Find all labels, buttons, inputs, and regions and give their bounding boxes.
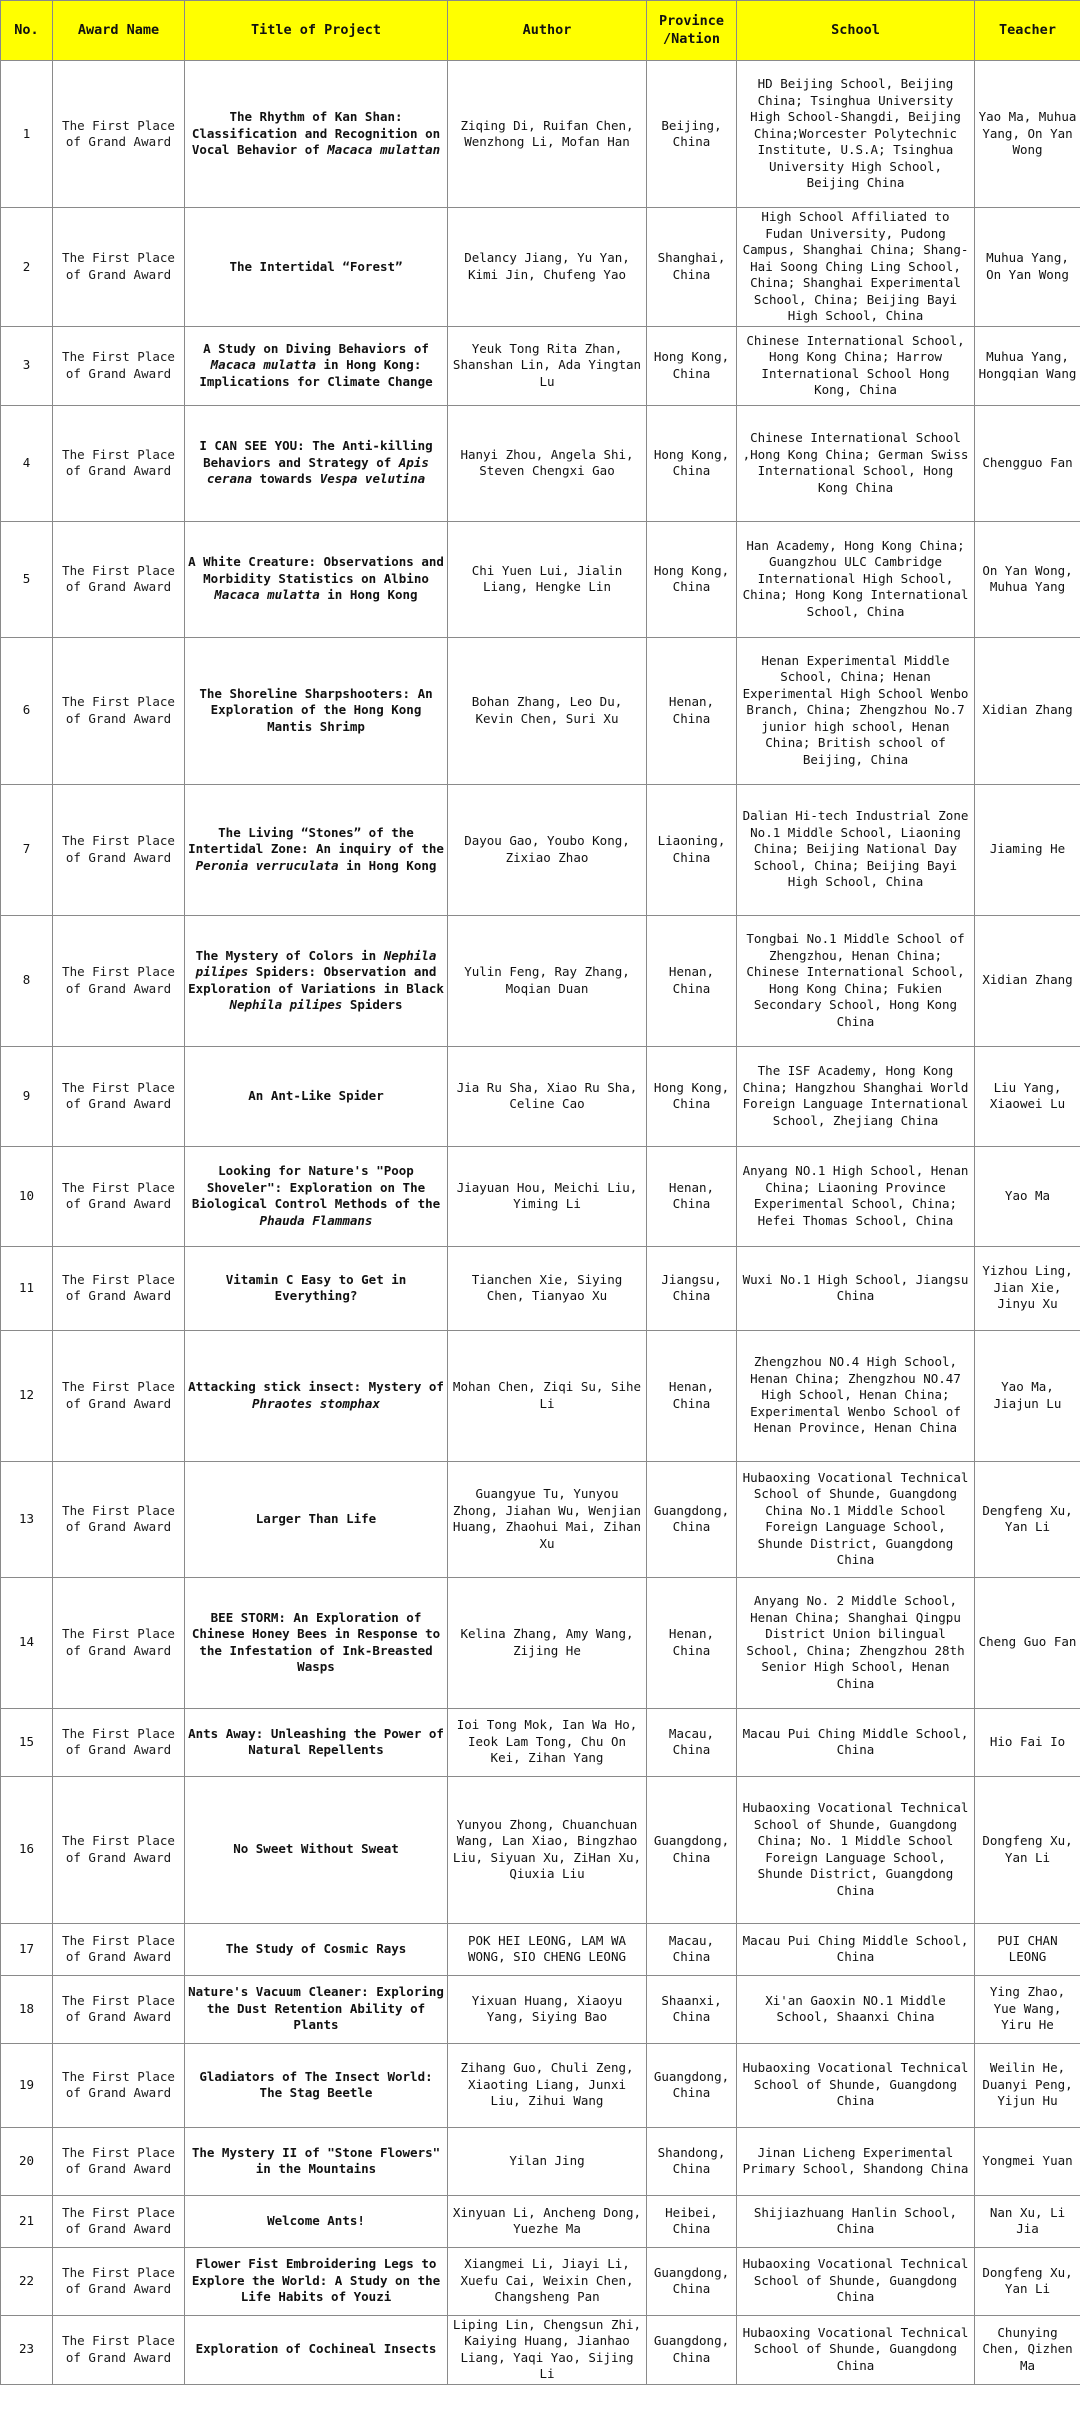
title-text: A White Creature: Observations and Morbidity Statistics on Albino xyxy=(188,554,444,586)
teacher-cell: Dengfeng Xu, Yan Li xyxy=(975,1461,1080,1577)
title-text: The Living “Stones” of the Intertidal Zone: An inquiry of the xyxy=(188,824,444,857)
table-row xyxy=(1,1146,1080,1246)
species-name: Peronia verruculata xyxy=(195,857,339,873)
award-name-cell: The First Place of Grand Award xyxy=(53,2247,185,2315)
author-cell: Zihang Guo, Chuli Zeng, Xiaoting Liang, Junxi Liu, Zihui Wang xyxy=(448,2043,647,2127)
row-number: 1 xyxy=(1,61,53,208)
teacher-cell: On Yan Wong, Muhua Yang xyxy=(975,521,1080,637)
row-number: 22 xyxy=(1,2247,53,2315)
school-cell: Hubaoxing Vocational Technical School of Shunde, Guangdong China; No. 1 Middle School Foreign Language School, Shunde District, Guangdong China xyxy=(737,1776,975,1923)
row-number: 14 xyxy=(1,1577,53,1708)
award-name-cell: The First Place of Grand Award xyxy=(53,61,185,208)
province-cell: Guangdong, China xyxy=(647,2043,737,2127)
author-cell: Guangyue Tu, Yunyou Zhong, Jiahan Wu, Wenjian Huang, Zhaohui Mai, Zihan Xu xyxy=(448,1461,647,1577)
school-cell: The ISF Academy, Hong Kong China; Hangzhou Shanghai World Foreign Language International School, Zhejiang China xyxy=(737,1046,975,1146)
province-cell: Macau, China xyxy=(647,1923,737,1975)
title-text: in Hong Kong xyxy=(338,857,437,873)
author-cell: Yilan Jing xyxy=(448,2127,647,2195)
teacher-cell: Nan Xu, Li Jia xyxy=(975,2195,1080,2247)
title-text: The Study of Cosmic Rays xyxy=(225,1940,407,1956)
row-number: 4 xyxy=(1,405,53,521)
row-number: 20 xyxy=(1,2127,53,2195)
teacher-cell: Muhua Yang, On Yan Wong xyxy=(975,208,1080,327)
row-number: 15 xyxy=(1,1708,53,1776)
header-award-name: Award Name xyxy=(53,1,185,61)
title-text: The Intertidal “Forest” xyxy=(229,258,403,274)
teacher-cell: Yongmei Yuan xyxy=(975,2127,1080,2195)
teacher-cell: Chengguo Fan xyxy=(975,405,1080,521)
award-name-cell: The First Place of Grand Award xyxy=(53,637,185,784)
province-cell: Hong Kong, China xyxy=(647,405,737,521)
project-title-cell xyxy=(185,1776,448,1923)
table-row xyxy=(1,61,1080,208)
project-title-cell xyxy=(185,1923,448,1975)
header-row xyxy=(1,1,1080,61)
province-cell: Heibei, China xyxy=(647,2195,737,2247)
species-name: Macaca mulatta xyxy=(210,357,316,373)
title-text: Spiders: Observation and Exploration of Variations in Black xyxy=(188,964,444,996)
project-title-cell xyxy=(185,2247,448,2315)
teacher-cell: Yizhou Ling, Jian Xie, Jinyu Xu xyxy=(975,1246,1080,1330)
teacher-cell: Xidian Zhang xyxy=(975,915,1080,1046)
project-title-cell xyxy=(185,2127,448,2195)
row-number: 16 xyxy=(1,1776,53,1923)
table-row xyxy=(1,1461,1080,1577)
row-number: 2 xyxy=(1,208,53,327)
teacher-cell: Yao Ma, Muhua Yang, On Yan Wong xyxy=(975,61,1080,208)
school-cell: Chinese International School, Hong Kong China; Harrow International School Hong Kong, China xyxy=(737,326,975,405)
teacher-cell: Xidian Zhang xyxy=(975,637,1080,784)
school-cell: Han Academy, Hong Kong China; Guangzhou ULC Cambridge International High School, China; Hong Kong International School, China xyxy=(737,521,975,637)
province-cell: Beijing, China xyxy=(647,61,737,208)
teacher-cell: Chunying Chen, Qizhen Ma xyxy=(975,2315,1080,2384)
project-title-cell xyxy=(185,405,448,521)
school-cell: Hubaoxing Vocational Technical School of Shunde, Guangdong China xyxy=(737,2247,975,2315)
author-cell: Liping Lin, Chengsun Zhi, Kaiying Huang, Jianhao Liang, Yaqi Yao, Sijing Li xyxy=(448,2315,647,2384)
header-province: Province /Nation xyxy=(647,1,737,61)
title-text: Nature's Vacuum Cleaner: Exploring the Dust Retention Ability of Plants xyxy=(188,1984,444,2033)
row-number: 10 xyxy=(1,1146,53,1246)
school-cell: Hubaoxing Vocational Technical School of Shunde, Guangdong China xyxy=(737,2315,975,2384)
author-cell: Ioi Tong Mok, Ian Wa Ho, Ieok Lam Tong, Chu On Kei, Zihan Yang xyxy=(448,1708,647,1776)
province-cell: Henan, China xyxy=(647,915,737,1046)
header-school: School xyxy=(737,1,975,61)
table-row xyxy=(1,1923,1080,1975)
table-row xyxy=(1,521,1080,637)
species-name: Phraotes stomphax xyxy=(252,1395,380,1411)
row-number: 3 xyxy=(1,326,53,405)
species-name: Macaca mulattan xyxy=(327,142,441,158)
school-cell: Wuxi No.1 High School, Jiangsu China xyxy=(737,1246,975,1330)
province-cell: Jiangsu, China xyxy=(647,1246,737,1330)
province-cell: Henan, China xyxy=(647,637,737,784)
header-no: No. xyxy=(1,1,53,61)
author-cell: Delancy Jiang, Yu Yan, Kimi Jin, Chufeng Yao xyxy=(448,208,647,327)
author-cell: Ziqing Di, Ruifan Chen, Wenzhong Li, Mofan Han xyxy=(448,61,647,208)
row-number: 21 xyxy=(1,2195,53,2247)
row-number: 9 xyxy=(1,1046,53,1146)
school-cell: Dalian Hi-tech Industrial Zone No.1 Middle School, Liaoning China; Beijing National Day School, China; Beijing Bayi High School, China xyxy=(737,784,975,915)
award-name-cell: The First Place of Grand Award xyxy=(53,405,185,521)
row-number: 19 xyxy=(1,2043,53,2127)
province-cell: Hong Kong, China xyxy=(647,1046,737,1146)
table-row xyxy=(1,784,1080,915)
award-name-cell: The First Place of Grand Award xyxy=(53,1246,185,1330)
author-cell: Yeuk Tong Rita Zhan, Shanshan Lin, Ada Yingtan Lu xyxy=(448,326,647,405)
award-name-cell: The First Place of Grand Award xyxy=(53,784,185,915)
table-row xyxy=(1,1975,1080,2043)
species-name: Phauda Flammans xyxy=(259,1212,373,1228)
project-title-cell xyxy=(185,637,448,784)
project-title-cell xyxy=(185,208,448,327)
species-name: Macaca mulatta xyxy=(214,587,320,603)
row-number: 8 xyxy=(1,915,53,1046)
teacher-cell: Cheng Guo Fan xyxy=(975,1577,1080,1708)
title-text: No Sweet Without Sweat xyxy=(233,1841,399,1857)
award-name-cell: The First Place of Grand Award xyxy=(53,2315,185,2384)
award-name-cell: The First Place of Grand Award xyxy=(53,1776,185,1923)
award-name-cell: The First Place of Grand Award xyxy=(53,1708,185,1776)
title-text: Exploration of Cochineal Insects xyxy=(195,2341,437,2357)
province-cell: Guangdong, China xyxy=(647,2315,737,2384)
school-cell: Shijiazhuang Hanlin School, China xyxy=(737,2195,975,2247)
project-title-cell xyxy=(185,1461,448,1577)
row-number: 13 xyxy=(1,1461,53,1577)
title-text: Welcome Ants! xyxy=(267,2212,365,2228)
project-title-cell xyxy=(185,1046,448,1146)
project-title-cell xyxy=(185,2315,448,2384)
row-number: 12 xyxy=(1,1330,53,1461)
title-text: The Rhythm of Kan Shan: Classification and Recognition on Vocal Behavior of xyxy=(191,109,441,158)
award-name-cell: The First Place of Grand Award xyxy=(53,1046,185,1146)
table-row xyxy=(1,1577,1080,1708)
title-text: I CAN SEE YOU: The Anti-killing Behaviors and Strategy of xyxy=(199,438,433,470)
table-row xyxy=(1,2315,1080,2384)
award-name-cell: The First Place of Grand Award xyxy=(53,1146,185,1246)
province-cell: Hong Kong, China xyxy=(647,521,737,637)
award-name-cell: The First Place of Grand Award xyxy=(53,1923,185,1975)
award-name-cell: The First Place of Grand Award xyxy=(53,1461,185,1577)
table-row xyxy=(1,1776,1080,1923)
project-title-cell xyxy=(185,1330,448,1461)
title-text: The Shoreline Sharpshooters: An Exploration of the Hong Kong Mantis Shrimp xyxy=(199,685,433,734)
school-cell: Tongbai No.1 Middle School of Zhengzhou, Henan China; Chinese International School, Hong Kong China; Fukien Secondary School, Hong Kong China xyxy=(737,915,975,1046)
author-cell: Kelina Zhang, Amy Wang, Zijing He xyxy=(448,1577,647,1708)
project-title-cell xyxy=(185,521,448,637)
species-name: Nephila pilipes xyxy=(195,947,437,979)
project-title-cell xyxy=(185,2043,448,2127)
award-name-cell: The First Place of Grand Award xyxy=(53,2043,185,2127)
award-name-cell: The First Place of Grand Award xyxy=(53,915,185,1046)
row-number: 23 xyxy=(1,2315,53,2384)
teacher-cell: Yao Ma xyxy=(975,1146,1080,1246)
province-cell: Henan, China xyxy=(647,1146,737,1246)
award-name-cell: The First Place of Grand Award xyxy=(53,1975,185,2043)
school-cell: Henan Experimental Middle School, China; Henan Experimental High School Wenbo Branch, China; Zhengzhou No.7 junior high school, Henan China; British school of Beijing, China xyxy=(737,637,975,784)
row-number: 6 xyxy=(1,637,53,784)
title-text: A Study on Diving Behaviors of xyxy=(203,340,429,356)
table-row xyxy=(1,1246,1080,1330)
author-cell: Tianchen Xie, Siying Chen, Tianyao Xu xyxy=(448,1246,647,1330)
school-cell: Jinan Licheng Experimental Primary School, Shandong China xyxy=(737,2127,975,2195)
project-title-cell xyxy=(185,915,448,1046)
author-cell: Hanyi Zhou, Angela Shi, Steven Chengxi Gao xyxy=(448,405,647,521)
author-cell: Jia Ru Sha, Xiao Ru Sha, Celine Cao xyxy=(448,1046,647,1146)
table-row xyxy=(1,2043,1080,2127)
author-cell: Xiangmei Li, Jiayi Li, Xuefu Cai, Weixin Chen, Changsheng Pan xyxy=(448,2247,647,2315)
teacher-cell: Dongfeng Xu, Yan Li xyxy=(975,1776,1080,1923)
award-name-cell: The First Place of Grand Award xyxy=(53,1330,185,1461)
title-text: Looking for Nature's "Poop Shoveler": Exploration on The Biological Control Methods of the xyxy=(191,1163,441,1211)
table-row xyxy=(1,637,1080,784)
title-text: in Hong Kong: Implications for Climate Change xyxy=(199,357,433,389)
author-cell: Dayou Gao, Youbo Kong, Zixiao Zhao xyxy=(448,784,647,915)
province-cell: Liaoning, China xyxy=(647,784,737,915)
school-cell: Xi'an Gaoxin NO.1 Middle School, Shaanxi China xyxy=(737,1975,975,2043)
award-name-cell: The First Place of Grand Award xyxy=(53,2195,185,2247)
project-title-cell xyxy=(185,1577,448,1708)
title-text: Attacking stick insect: Mystery of xyxy=(188,1379,444,1394)
teacher-cell: Jiaming He xyxy=(975,784,1080,915)
project-title-cell xyxy=(185,1246,448,1330)
award-name-cell: The First Place of Grand Award xyxy=(53,1577,185,1708)
province-cell: Macau, China xyxy=(647,1708,737,1776)
teacher-cell: Weilin He, Duanyi Peng, Yijun Hu xyxy=(975,2043,1080,2127)
title-text: BEE STORM: An Exploration of Chinese Honey Bees in Response to the Infestation of Ink-Breasted Wasps xyxy=(191,1609,441,1674)
row-number: 5 xyxy=(1,521,53,637)
species-name: Nephila pilipes xyxy=(229,997,343,1012)
table-row xyxy=(1,1708,1080,1776)
school-cell: Hubaoxing Vocational Technical School of Shunde, Guangdong China xyxy=(737,2043,975,2127)
table-row xyxy=(1,1330,1080,1461)
title-text: Ants Away: Unleashing the Power of Natural Repellents xyxy=(188,1725,444,1757)
school-cell: Anyang No. 2 Middle School, Henan China; Shanghai Qingpu District Union bilingual School, China; Zhengzhou 28th Senior High School, Henan China xyxy=(737,1577,975,1708)
project-title-cell xyxy=(185,326,448,405)
teacher-cell: Hio Fai Io xyxy=(975,1708,1080,1776)
author-cell: Yixuan Huang, Xiaoyu Yang, Siying Bao xyxy=(448,1975,647,2043)
table-row xyxy=(1,2195,1080,2247)
province-cell: Henan, China xyxy=(647,1577,737,1708)
award-name-cell: The First Place of Grand Award xyxy=(53,208,185,327)
award-name-cell: The First Place of Grand Award xyxy=(53,2127,185,2195)
project-title-cell xyxy=(185,2195,448,2247)
header-author: Author xyxy=(448,1,647,61)
author-cell: Yunyou Zhong, Chuanchuan Wang, Lan Xiao, Bingzhao Liu, Siyuan Xu, ZiHan Xu, Qiuxia Liu xyxy=(448,1776,647,1923)
school-cell: Macau Pui Ching Middle School, China xyxy=(737,1923,975,1975)
author-cell: Xinyuan Li, Ancheng Dong, Yuezhe Ma xyxy=(448,2195,647,2247)
title-text: Vitamin C Easy to Get in Everything? xyxy=(225,1271,407,1303)
school-cell: Macau Pui Ching Middle School, China xyxy=(737,1708,975,1776)
table-row xyxy=(1,208,1080,327)
award-name-cell: The First Place of Grand Award xyxy=(53,326,185,405)
teacher-cell: Yao Ma, Jiajun Lu xyxy=(975,1330,1080,1461)
title-text: Spiders xyxy=(342,997,403,1012)
title-text: The Mystery of Colors in xyxy=(195,947,384,963)
table-row xyxy=(1,1046,1080,1146)
province-cell: Hong Kong, China xyxy=(647,326,737,405)
teacher-cell: PUI CHAN LEONG xyxy=(975,1923,1080,1975)
province-cell: Shandong, China xyxy=(647,2127,737,2195)
project-title-cell xyxy=(185,784,448,915)
table-row xyxy=(1,915,1080,1046)
table-row xyxy=(1,2127,1080,2195)
table-row xyxy=(1,326,1080,405)
title-text: Larger Than Life xyxy=(255,1510,377,1526)
row-number: 17 xyxy=(1,1923,53,1975)
project-title-cell xyxy=(185,1708,448,1776)
row-number: 7 xyxy=(1,784,53,915)
title-text: towards xyxy=(252,471,320,487)
province-cell: Shaanxi, China xyxy=(647,1975,737,2043)
author-cell: Yulin Feng, Ray Zhang, Moqian Duan xyxy=(448,915,647,1046)
row-number: 18 xyxy=(1,1975,53,2043)
table-row xyxy=(1,2247,1080,2315)
table-row xyxy=(1,405,1080,521)
author-cell: Bohan Zhang, Leo Du, Kevin Chen, Suri Xu xyxy=(448,637,647,784)
teacher-cell: Ying Zhao, Yue Wang, Yiru He xyxy=(975,1975,1080,2043)
title-text: Gladiators of The Insect World: The Stag Beetle xyxy=(199,2068,433,2100)
school-cell: Chinese International School ,Hong Kong China; German Swiss International School, Hong Kong China xyxy=(737,405,975,521)
author-cell: Jiayuan Hou, Meichi Liu, Yiming Li xyxy=(448,1146,647,1246)
school-cell: Anyang NO.1 High School, Henan China; Liaoning Province Experimental School, China; Hefei Thomas School, China xyxy=(737,1146,975,1246)
species-name: Apis cerana xyxy=(206,454,429,487)
province-cell: Shanghai, China xyxy=(647,208,737,327)
header-teacher: Teacher xyxy=(975,1,1080,61)
title-text: in Hong Kong xyxy=(319,587,418,603)
project-title-cell xyxy=(185,61,448,208)
author-cell: POK HEI LEONG, LAM WA WONG, SIO CHENG LEONG xyxy=(448,1923,647,1975)
row-number: 11 xyxy=(1,1246,53,1330)
province-cell: Guangdong, China xyxy=(647,2247,737,2315)
project-title-cell xyxy=(185,1146,448,1246)
school-cell: Hubaoxing Vocational Technical School of Shunde, Guangdong China No.1 Middle School Foreign Language School, Shunde District, Guangdong China xyxy=(737,1461,975,1577)
teacher-cell: Muhua Yang, Hongqian Wang xyxy=(975,326,1080,405)
teacher-cell: Dongfeng Xu, Yan Li xyxy=(975,2247,1080,2315)
author-cell: Chi Yuen Lui, Jialin Liang, Hengke Lin xyxy=(448,521,647,637)
author-cell: Mohan Chen, Ziqi Su, Sihe Li xyxy=(448,1330,647,1461)
school-cell: HD Beijing School, Beijing China; Tsinghua University High School-Shangdi, Beijing China;Worcester Polytechnic Institute, U.S.A; Tsinghua University High School, Beijing China xyxy=(737,61,975,208)
title-text: The Mystery II of "Stone Flowers" in the Mountains xyxy=(191,2144,441,2176)
award-name-cell: The First Place of Grand Award xyxy=(53,521,185,637)
table-body xyxy=(1,61,1080,2385)
header-title: Title of Project xyxy=(185,1,448,61)
title-text: Flower Fist Embroidering Legs to Explore the World: A Study on the Life Habits of Youzi xyxy=(191,2256,441,2305)
species-name: Vespa velutina xyxy=(319,471,426,487)
province-cell: Henan, China xyxy=(647,1330,737,1461)
project-title-cell xyxy=(185,1975,448,2043)
province-cell: Guangdong, China xyxy=(647,1461,737,1577)
teacher-cell: Liu Yang, Xiaowei Lu xyxy=(975,1046,1080,1146)
title-text: An Ant-Like Spider xyxy=(248,1087,384,1103)
school-cell: Zhengzhou NO.4 High School, Henan China; Zhengzhou NO.47 High School, Henan China; Experimental Wenbo School of Henan Province, Henan China xyxy=(737,1330,975,1461)
school-cell: High School Affiliated to Fudan University, Pudong Campus, Shanghai China; Shang-Hai Soong Ching Ling School, China; Shanghai Experimental School, China; Beijing Bayi High School, China xyxy=(737,208,975,327)
province-cell: Guangdong, China xyxy=(647,1776,737,1923)
